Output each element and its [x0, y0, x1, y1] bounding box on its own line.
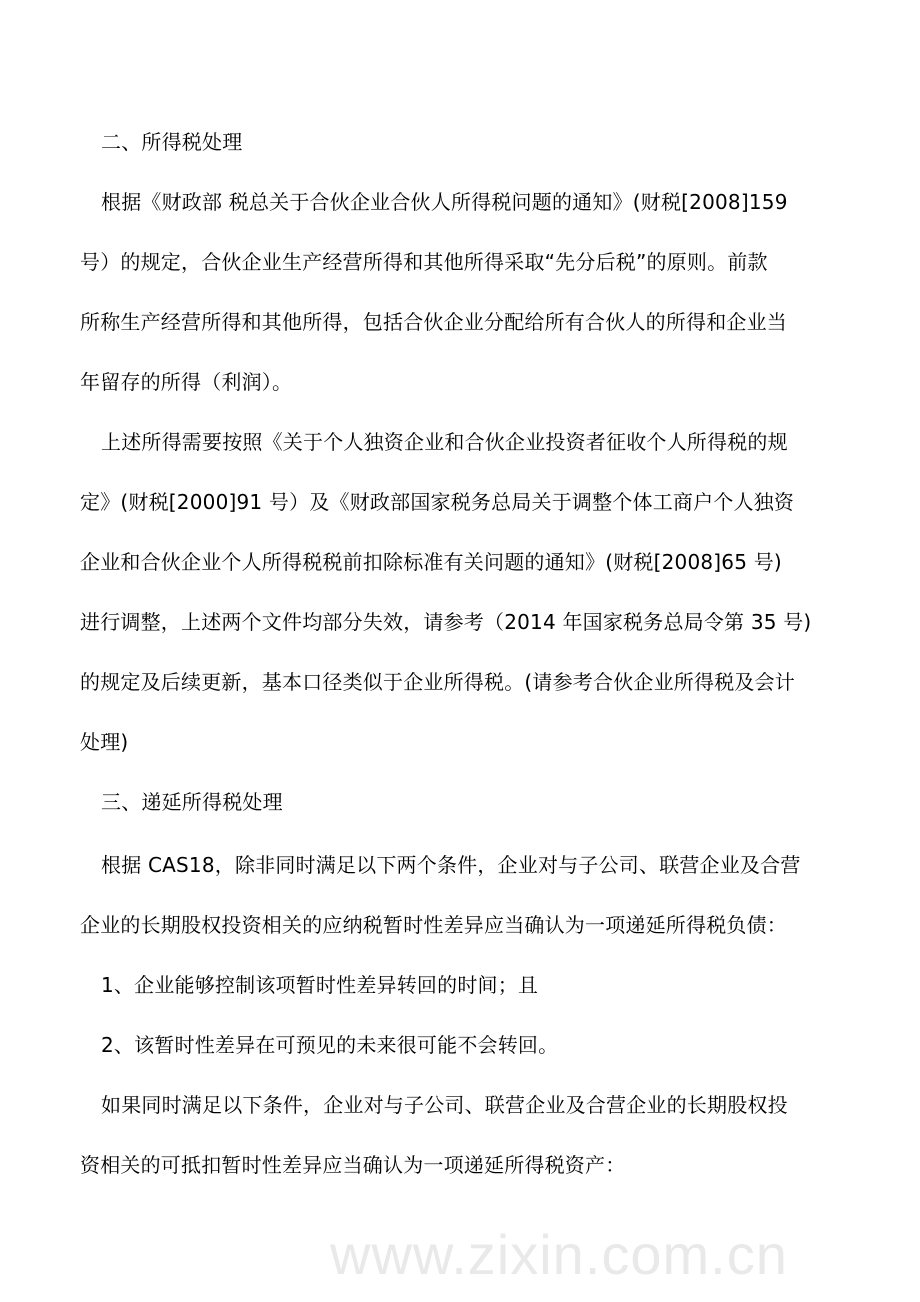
- text-line: 企业的长期股权投资相关的应纳税暂时性差异应当确认为一项递延所得税负债：: [80, 913, 787, 937]
- text-line: 资相关的可抵扣暂时性差异应当确认为一项递延所得税资产：: [80, 1153, 626, 1177]
- text-line: 根据《财政部 税总关于合伙企业合伙人所得税问题的通知》(财税[2008]159: [101, 190, 788, 214]
- text-line: 所称生产经营所得和其他所得，包括合伙企业分配给所有合伙人的所得和企业当: [80, 310, 787, 334]
- text-line: 2、该暂时性差异在可预见的未来很可能不会转回。: [101, 1033, 559, 1057]
- document-body: [80, 128, 850, 1211]
- text-line: 年留存的所得（利润）。: [80, 370, 293, 394]
- text-line: 企业和合伙企业个人所得税税前扣除标准有关问题的通知》(财税[2008]65 号): [80, 550, 782, 574]
- watermark: www.zixin.com.cn: [330, 1223, 788, 1286]
- text-line: 1、企业能够控制该项暂时性差异转回的时间；且: [101, 973, 539, 997]
- text-line: 号）的规定，合伙企业生产经营所得和其他所得采取“先分后税”的原则。前款: [80, 250, 768, 274]
- text-line: 定》(财税[2000]91 号）及《财政部国家税务总局关于调整个体工商户个人独资: [80, 490, 795, 514]
- text-line: 进行调整，上述两个文件均部分失效，请参考（2014 年国家税务总局令第 35 号): [80, 610, 812, 634]
- text-line: 的规定及后续更新，基本口径类似于企业所得税。(请参考合伙企业所得税及会计: [80, 670, 796, 694]
- text-line: 三、递延所得税处理: [101, 790, 283, 814]
- text-line: 处理): [80, 730, 129, 754]
- text-line: 如果同时满足以下条件，企业对与子公司、联营企业及合营企业的长期股权投: [101, 1093, 788, 1117]
- text-line: 根据 CAS18，除非同时满足以下两个条件，企业对与子公司、联营企业及合营: [101, 853, 801, 877]
- text-line: 上述所得需要按照《关于个人独资企业和合伙企业投资者征收个人所得税的规: [101, 430, 788, 454]
- text-line: 二、所得税处理: [101, 130, 243, 154]
